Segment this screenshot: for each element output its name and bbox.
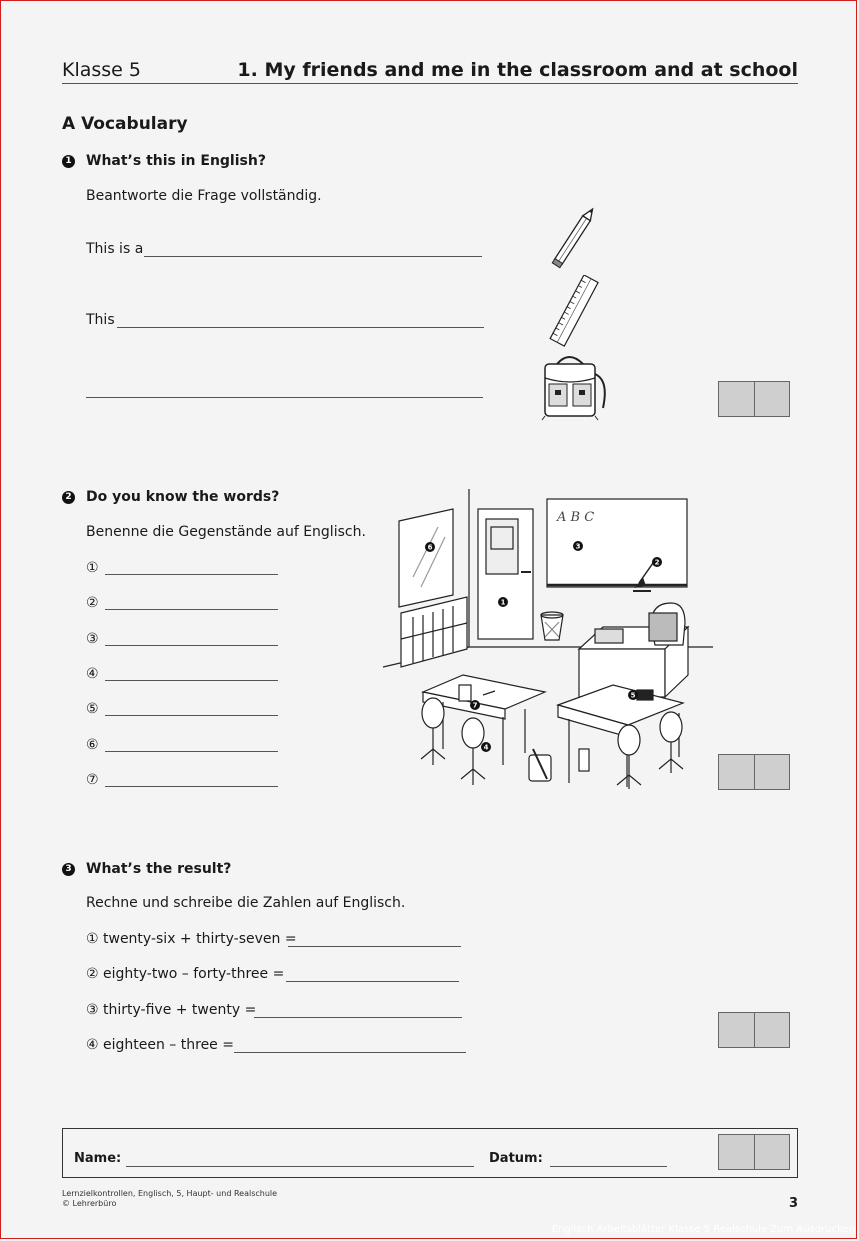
name-label: Name: (74, 1151, 122, 1166)
word-item-4-number: ④ (86, 666, 99, 682)
answer-line-2[interactable] (117, 327, 484, 328)
date-label: Datum: (489, 1151, 543, 1166)
task2-number: 2 (62, 491, 75, 504)
word-line-4[interactable] (105, 680, 278, 681)
credit-line-1: Lernzielkontrollen, Englisch, 5, Haupt- und Realschule (62, 1189, 278, 1198)
word-line-3[interactable] (105, 645, 278, 646)
score-box-total[interactable] (718, 1134, 790, 1170)
sum-1-answer-line[interactable] (288, 946, 461, 947)
word-item-2-number: ② (86, 595, 99, 611)
task2-instruction: Benenne die Gegenstände auf Englisch. (86, 524, 366, 540)
sum-3-answer-line[interactable] (254, 1017, 462, 1018)
name-date-box (62, 1128, 798, 1178)
date-field[interactable] (550, 1166, 667, 1167)
score-box-task1[interactable] (718, 381, 790, 417)
task3-title: What’s the result? (86, 861, 232, 877)
ruler-icon (545, 275, 605, 347)
marker-7: 7 (472, 701, 478, 710)
credit-line-2: © Lehrerbüro (62, 1199, 117, 1208)
task1-number: 1 (62, 155, 75, 168)
watermark: Englisch Arbeitsblätter Klasse 5 Realschule Zum Ausdrucken (551, 1224, 855, 1235)
word-item-3-number: ③ (86, 631, 99, 647)
task3-instruction: Rechne und schreibe die Zahlen auf Englisch. (86, 895, 406, 911)
classroom-illustration (383, 487, 715, 797)
marker-3: 3 (575, 542, 581, 551)
schoolbag-icon (535, 350, 610, 422)
pencil-icon (540, 200, 610, 275)
task1-line2-prefix: This (86, 312, 115, 328)
grade-label: Klasse 5 (62, 59, 141, 81)
task3-heading (62, 861, 231, 877)
word-item-6-number: ⑥ (86, 737, 99, 753)
word-item-5-number: ⑤ (86, 701, 99, 717)
answer-line-1[interactable] (144, 256, 482, 257)
task1-heading (62, 153, 266, 169)
header-rule (62, 83, 798, 84)
marker-5: 5 (630, 691, 636, 700)
sum-1-text: ① twenty-six + thirty-seven = (86, 931, 297, 947)
task1-line1-prefix: This is a (86, 241, 144, 257)
page-number: 3 (788, 1196, 798, 1211)
sum-2-answer-line[interactable] (286, 981, 459, 982)
marker-6: 6 (427, 543, 433, 552)
score-box-task2[interactable] (718, 754, 790, 790)
task1-title: What’s this in English? (86, 153, 266, 169)
marker-4: 4 (483, 743, 489, 752)
sum-4-text: ④ eighteen – three = (86, 1037, 234, 1053)
task2-title: Do you know the words? (86, 489, 280, 505)
word-line-7[interactable] (105, 786, 278, 787)
task2-heading (62, 489, 279, 505)
sum-2-text: ② eighty-two – forty-three = (86, 966, 285, 982)
task1-instruction: Beantworte die Frage vollständig. (86, 188, 322, 204)
marker-1: 1 (500, 598, 506, 607)
word-item-7-number: ⑦ (86, 772, 99, 788)
word-line-5[interactable] (105, 715, 278, 716)
word-line-1[interactable] (105, 574, 278, 575)
sum-4-answer-line[interactable] (234, 1052, 466, 1053)
word-line-2[interactable] (105, 609, 278, 610)
answer-line-3[interactable] (86, 397, 483, 398)
section-title: A Vocabulary (62, 114, 188, 134)
word-item-1-number: ① (86, 560, 99, 576)
word-line-6[interactable] (105, 751, 278, 752)
page-title: 1. My friends and me in the classroom and at school (237, 59, 798, 81)
task3-number: 3 (62, 863, 75, 876)
score-box-task3[interactable] (718, 1012, 790, 1048)
board-letters: A B C (557, 510, 595, 525)
sum-3-text: ③ thirty-five + twenty = (86, 1002, 257, 1018)
marker-2: 2 (654, 558, 660, 567)
name-field[interactable] (126, 1166, 474, 1167)
